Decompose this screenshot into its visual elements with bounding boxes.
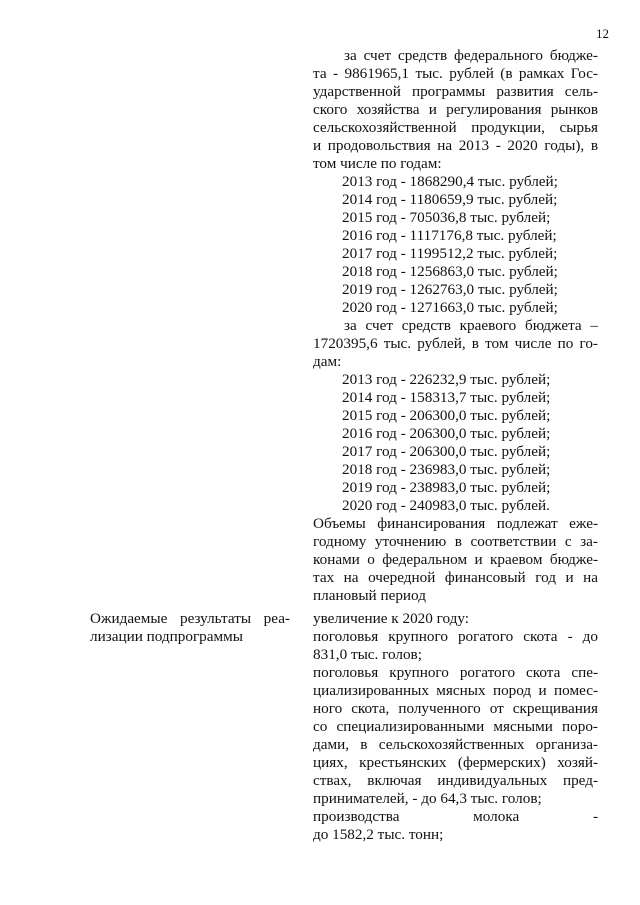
funding-text-line: плановый период	[313, 587, 426, 604]
funding-text-line: 2014 год - 1180659,9 тыс. рублей;	[342, 191, 558, 208]
funding-text-line: 2016 год - 206300,0 тыс. рублей;	[342, 425, 551, 442]
funding-text-line: за счет средств краевого бюджета –	[344, 317, 598, 334]
funding-text-line: 2013 год - 1868290,4 тыс. рублей;	[342, 173, 558, 190]
funding-text-line: 2017 год - 1199512,2 тыс. рублей;	[342, 245, 558, 262]
funding-text-line: 2015 год - 206300,0 тыс. рублей;	[342, 407, 551, 424]
funding-text-line: 2018 год - 1256863,0 тыс. рублей;	[342, 263, 558, 280]
funding-text-line: 2016 год - 1117176,8 тыс. рублей;	[342, 227, 557, 244]
funding-text-line: ского хозяйства и регулирования рынков	[313, 101, 598, 118]
funding-text-line: 2018 год - 236983,0 тыс. рублей;	[342, 461, 551, 478]
funding-text-line: конами о федеральном и краевом бюдже-	[313, 551, 598, 568]
funding-text-line: 2013 год - 226232,9 тыс. рублей;	[342, 371, 551, 388]
funding-text-line: тах на очередной финансовый год и на	[313, 569, 598, 586]
page-number: 12	[596, 26, 609, 41]
funding-text-line: годному уточнению в соответствии с за-	[313, 533, 598, 550]
funding-text-line: и продовольствия на 2013 - 2020 годы), в	[313, 137, 598, 154]
results-text-line: дами, в сельскохозяйственных организа-	[313, 736, 598, 753]
results-text-line: увеличение к 2020 году:	[313, 610, 469, 627]
funding-text-line: 2020 год - 1271663,0 тыс. рублей;	[342, 299, 558, 316]
results-text-line: поголовья крупного рогатого скота - до	[313, 628, 598, 645]
expected-results-text	[313, 610, 598, 844]
results-text-line: циализированных мясных пород и помес-	[313, 682, 598, 699]
results-text-line: ного скота, полученного от скрещивания	[313, 700, 598, 717]
results-text-line: со специализированными мясными поро-	[313, 718, 598, 735]
results-text-line: ствах, включая индивидуальных пред-	[313, 772, 598, 789]
funding-text-line: 2019 год - 238983,0 тыс. рублей;	[342, 479, 551, 496]
funding-text-line: 2015 год - 705036,8 тыс. рублей;	[342, 209, 551, 226]
funding-text-line: том числе по годам:	[313, 155, 442, 172]
results-text-line: производства молока -	[313, 808, 598, 825]
results-text-line: принимателей, - до 64,3 тыс. голов;	[313, 790, 542, 807]
funding-text-line: ударственной программы развития сель-	[313, 83, 598, 100]
funding-text-line: дам:	[313, 353, 342, 370]
funding-text-line: 2019 год - 1262763,0 тыс. рублей;	[342, 281, 558, 298]
funding-sources-text	[313, 47, 598, 605]
results-text-line: поголовья крупного рогатого скота спе-	[313, 664, 598, 681]
funding-text-line: 1720395,6 тыс. рублей, в том числе по го-	[313, 335, 598, 352]
funding-text-line: Объемы финансирования подлежат еже-	[313, 515, 598, 532]
funding-text-line: 2017 год - 206300,0 тыс. рублей;	[342, 443, 551, 460]
funding-text-line: 2014 год - 158313,7 тыс. рублей;	[342, 389, 551, 406]
results-text-line: до 1582,2 тыс. тонн;	[313, 826, 444, 843]
results-text-line: 831,0 тыс. голов;	[313, 646, 422, 663]
funding-text-line: 2020 год - 240983,0 тыс. рублей.	[342, 497, 550, 514]
results-label-line: лизации подпрограммы	[90, 628, 243, 645]
funding-text-line: сельскохозяйственной продукции, сырья	[313, 119, 598, 136]
funding-text-line: та - 9861965,1 тыс. рублей (в рамках Гос-	[313, 65, 598, 82]
expected-results-label	[90, 610, 290, 646]
funding-text-line: за счет средств федерального бюдже-	[344, 47, 598, 64]
results-label-line: Ожидаемые результаты реа-	[90, 610, 290, 627]
results-text-line: циях, крестьянских (фермерских) хозяй-	[313, 754, 598, 771]
